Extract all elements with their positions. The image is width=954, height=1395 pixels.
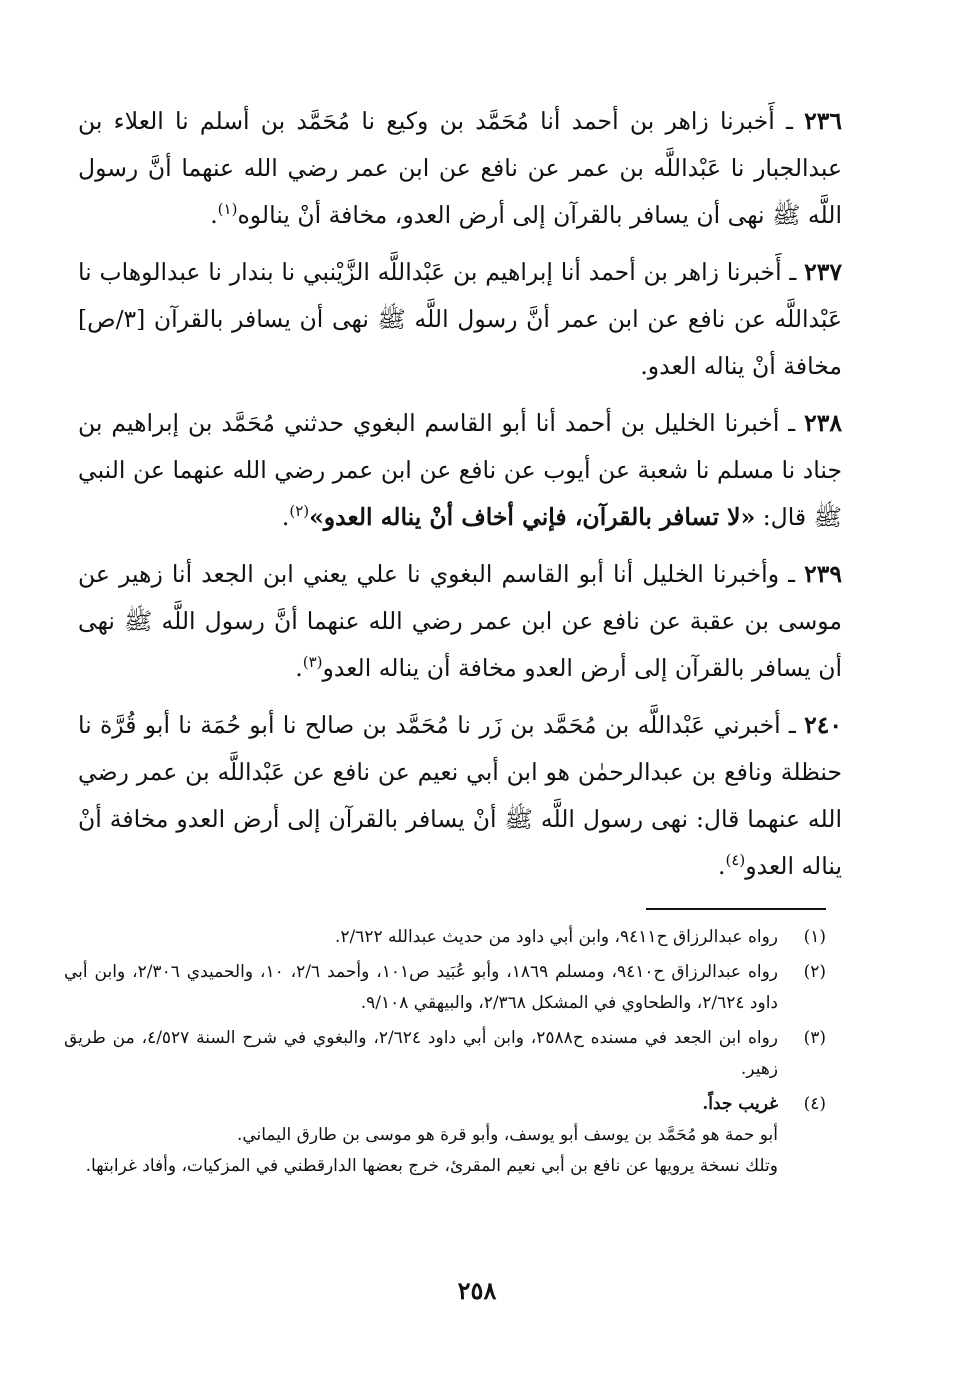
footnote-text bbox=[64, 1089, 778, 1182]
hadith-paragraph bbox=[78, 702, 842, 890]
hadith-236 bbox=[78, 98, 842, 239]
footnote-text bbox=[64, 922, 778, 953]
prophetic-quote: «لا تسافر بالقرآن، فإني أخاف أنْ يناله العدو» bbox=[309, 503, 756, 531]
hadith-paragraph bbox=[78, 249, 842, 390]
footnote-3 bbox=[64, 1023, 826, 1085]
hadith-239 bbox=[78, 551, 842, 692]
hadith-end: . bbox=[295, 654, 303, 682]
footnote-title: غريب جداً. bbox=[702, 1094, 778, 1114]
footnote-1 bbox=[64, 922, 826, 953]
footnote-2 bbox=[64, 957, 826, 1019]
footnote-number: (٤) bbox=[803, 1094, 826, 1114]
footnote-number: (٣) bbox=[803, 1028, 826, 1048]
footnote-line: رواه ابن الجعد في مسنده ح٢٥٨٨، وابن أبي داود ٢/٦٢٤، والبغوي في شرح السنة ٤/٥٢٧، من طريق زهير. bbox=[64, 1028, 779, 1079]
hadith-number: ٢٣٧ bbox=[804, 258, 842, 286]
hadith-text: ـ أخبرنا الخليل بن أحمد أنا أبو القاسم البغوي حدثني مُحَمَّد بن إبراهيم بن جناد نا مسلم نا شعبة عن أيوب عن نافع عن ابن عمر رضي الله عنهما عن النبي ﷺ قال: bbox=[78, 409, 842, 531]
hadith-paragraph bbox=[78, 98, 842, 239]
hadith-text: ـ أَخبرنا زاهر بن أحمد أنا إبراهيم بن عَبْداللَّه الزَّيْنبي نا بندار نا عبدالوهاب نا عَبْداللَّه عن نافع عن ابن عمر أنَّ رسول اللَّه ﷺ نهى أن يسافر بالقرآن [٣/ص] مخافة أنْ يناله العدو. bbox=[78, 258, 842, 380]
footnotes bbox=[64, 922, 826, 1186]
main-text bbox=[78, 98, 842, 900]
hadith-paragraph bbox=[78, 400, 842, 541]
footnote-divider bbox=[646, 908, 826, 910]
hadith-end: . bbox=[718, 852, 726, 880]
hadith-237 bbox=[78, 249, 842, 390]
footnote-number: (١) bbox=[803, 927, 826, 947]
hadith-text: ـ أَخبرنا زاهر بن أحمد أنا مُحَمَّد بن وكيع نا مُحَمَّد بن أسلم نا العلاء بن عبدالجبار نا عَبْداللَّه بن عمر عن نافع عن ابن عمر رضي الله عنهما أنَّ رسول اللَّه ﷺ نهى أن يسافر بالقرآن إلى أرض العدو، مخافة أنْ ينالوه bbox=[78, 107, 842, 229]
footnote-line: وتلك نسخة يرويها عن نافع بن أبي نعيم المقرئ، خرج بعضها الدارقطني في المزكيات، وأفاد غرابتها. bbox=[85, 1156, 778, 1176]
footnote-text bbox=[64, 1023, 778, 1085]
hadith-text: ـ وأخبرنا الخليل أنا أبو القاسم البغوي نا علي يعني ابن الجعد أنا زهير عن موسى بن عقبة عن نافع عن ابن عمر رضي الله عنهما أنَّ رسول اللَّه ﷺ نهى أن يسافر بالقرآن إلى أرض العدو مخافة أن يناله العدو bbox=[78, 560, 842, 682]
footnote-line: رواه عبدالرزاق ح٩٤١١، وابن أبي داود من حديث عبدالله ٢/٦٢٢. bbox=[334, 927, 778, 947]
footnote-4 bbox=[64, 1089, 826, 1182]
hadith-number: ٢٣٨ bbox=[804, 409, 842, 437]
hadith-paragraph bbox=[78, 551, 842, 692]
footnote-reference: (٤) bbox=[725, 851, 746, 870]
hadith-number: ٢٤٠ bbox=[804, 711, 842, 739]
hadith-number: ٢٣٩ bbox=[804, 560, 842, 588]
footnote-text bbox=[64, 957, 778, 1019]
footnote-reference: (٣) bbox=[302, 653, 323, 672]
footnote-reference: (١) bbox=[217, 200, 238, 219]
hadith-238 bbox=[78, 400, 842, 541]
footnote-line: رواه عبدالرزاق ح٩٤١٠، ومسلم ١٨٦٩، وأبو عُبَيد ص١٠١، وأحمد ٢/٦، ١٠، والحميدي ٢/٣٠٦، وابن أبي داود ٢/٦٢٤، والطحاوي في المشكل ٢/٣٦٨، والبيهقي ٩/١٠٨. bbox=[64, 962, 779, 1013]
hadith-end: . bbox=[281, 503, 290, 531]
footnote-number: (٢) bbox=[803, 962, 826, 982]
footnote-line: أبو حمة هو مُحَمَّد بن يوسف أبو يوسف، وأبو قرة هو موسى بن طارق اليماني. bbox=[236, 1125, 778, 1145]
hadith-number: ٢٣٦ bbox=[804, 107, 842, 135]
page-number: ٢٥٨ bbox=[457, 1276, 497, 1305]
hadith-240 bbox=[78, 702, 842, 890]
hadith-end: . bbox=[210, 201, 218, 229]
hadith-text: ـ أخبرني عَبْداللَّه بن مُحَمَّد بن زَر نا مُحَمَّد بن صالح نا أبو حُمَة نا أبو قُرَّة نا حنظلة ونافع بن عبدالرحمٰن هو ابن أبي نعيم عن نافع عن عَبْداللَّه بن عمر رضي الله عنهما قال: نهى رسول اللَّه ﷺ أنْ يسافر بالقرآن إلى أرض العدو مخافة أنْ يناله العدو bbox=[78, 711, 842, 880]
footnote-reference: (٢) bbox=[289, 502, 310, 521]
